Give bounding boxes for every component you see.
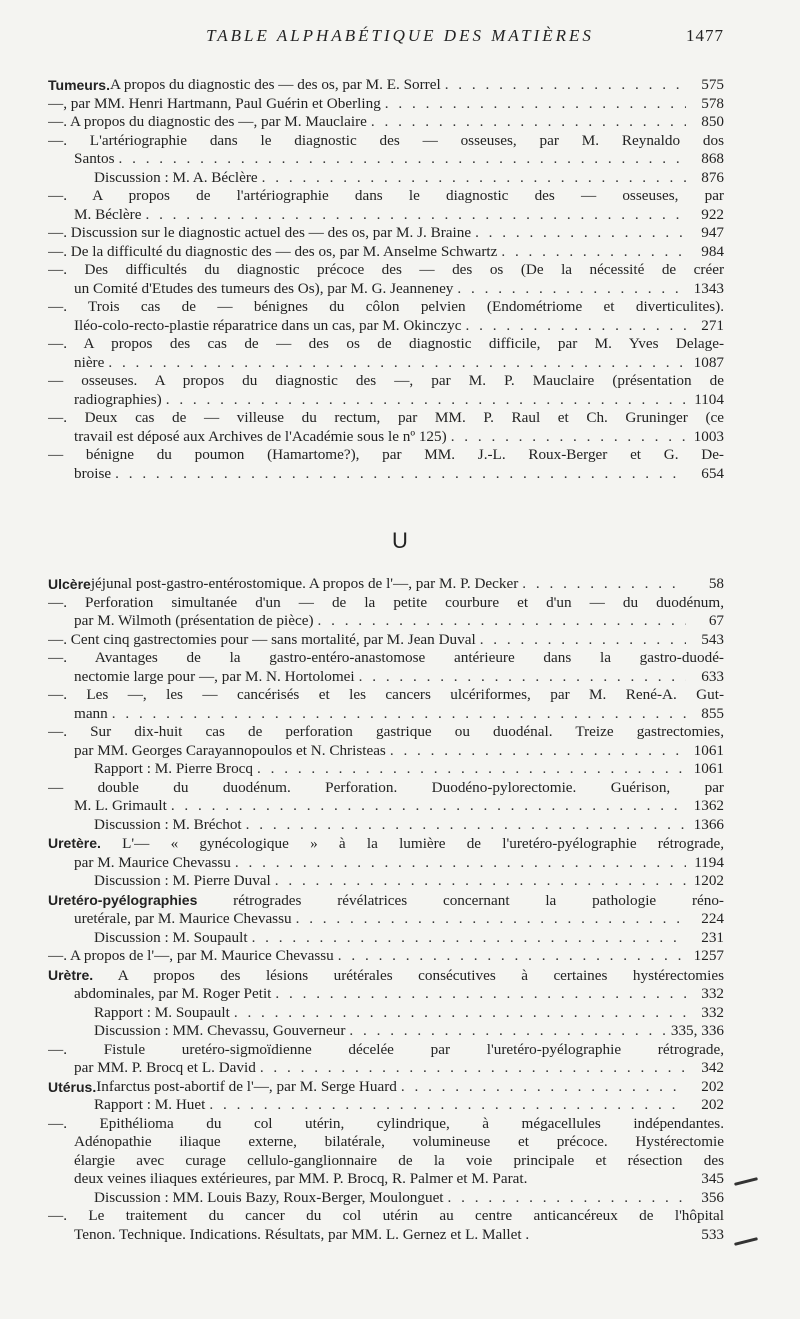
entry-text: A propos du diagnostic des — des os, par M. E. Sorrel	[109, 76, 441, 93]
entry-text: —. De la difficulté du diagnostic des — des os, par M. Anselme Schwartz	[48, 242, 498, 260]
page-reference: 1061	[693, 741, 724, 759]
entry-line	[48, 910, 724, 929]
entry-line	[48, 354, 724, 373]
entry-text: uretérale, par M. Maurice Chevassu	[74, 910, 292, 927]
entry-line	[48, 779, 724, 798]
entry-line	[48, 929, 724, 948]
page-reference: 1257	[693, 947, 724, 964]
entry-text: —. Cent cinq gastrectomies pour — sans mortalité, par M. Jean Duval	[48, 630, 476, 648]
entry-text: Discussion : MM. Chevassu, Gouverneur	[94, 1022, 346, 1039]
dot-leader	[390, 742, 686, 761]
entry-text: — double du duodénum. Perforation. Duodéno-pylorectomie. Guérison, par	[48, 778, 724, 796]
page-reference: 575	[701, 76, 724, 93]
entry-line	[48, 335, 724, 354]
entry-text: par M. Wilmoth (présentation de pièce)	[74, 612, 314, 629]
index-entry	[48, 1004, 724, 1023]
entry-line	[48, 742, 724, 761]
index-entry	[48, 575, 724, 594]
entry-text: Rapport : M. Soupault	[94, 1003, 230, 1021]
dot-leader	[522, 575, 686, 594]
entry-text: M. L. Grimault	[74, 797, 167, 814]
entry-text: par M. Maurice Chevassu	[74, 853, 231, 871]
entry-line	[48, 1226, 724, 1245]
entry-text: M. Béclère	[74, 205, 142, 223]
dot-leader	[112, 705, 686, 724]
entry-line	[48, 668, 724, 687]
index-entry	[48, 631, 724, 650]
index-entry	[48, 1078, 724, 1097]
entry-text: A propos des lésions urétérales consécutives à certaines hystérectomies	[93, 966, 724, 984]
index-entry	[48, 929, 724, 948]
dot-leader	[359, 668, 686, 687]
index-entry	[48, 113, 724, 132]
index-entry	[48, 779, 724, 816]
page-reference: 342	[701, 1059, 724, 1076]
page-reference: 578	[701, 94, 724, 112]
entry-text: —. Sur dix-huit cas de perforation gastrique ou duodénal. Treize gastrectomies,	[48, 723, 724, 740]
entry-text: Rapport : M. Huet	[94, 1096, 206, 1113]
dot-leader	[209, 1096, 686, 1115]
page-reference: 332	[701, 1003, 724, 1021]
dot-leader	[262, 169, 686, 188]
dot-leader	[260, 1059, 686, 1078]
page-reference: 231	[701, 928, 724, 946]
entry-line	[48, 947, 724, 966]
index-entry	[48, 723, 724, 760]
page-reference: 356	[701, 1188, 724, 1206]
dot-leader	[235, 854, 686, 873]
entry-text: deux veines iliaques extérieures, par MM. P. Brocq, R. Palmer et M. Parat.	[74, 1170, 528, 1187]
entry-text: Discussion : M. Pierre Duval	[94, 872, 271, 889]
dot-leader	[296, 910, 686, 929]
page-reference: 855	[701, 704, 724, 722]
entry-text: par MM. Georges Carayannopoulos et N. Christeas	[74, 741, 386, 759]
entry-line	[48, 95, 724, 114]
dot-leader	[445, 76, 686, 95]
entry-text: Tenon. Technique. Indications. Résultats, par MM. L. Gernez et L. Mallet .	[74, 1225, 530, 1243]
index-entry	[48, 1207, 724, 1244]
header-title: TABLE ALPHABÉTIQUE DES MATIÈRES	[206, 26, 594, 45]
page-reference: 202	[701, 1096, 724, 1113]
dot-leader	[318, 612, 687, 631]
entry-text: —, par MM. Henri Hartmann, Paul Guérin et Oberling	[48, 94, 381, 112]
section-u	[48, 575, 724, 1244]
page-reference: 1194	[694, 853, 724, 871]
header-page-number: 1477	[686, 26, 724, 45]
dot-leader	[275, 872, 686, 891]
entry-heading: Uretéro-pyélographies	[48, 891, 198, 908]
entry-text: —. Avantages de la gastro-entéro-anastomose antérieure dans la gastro-duodé-	[48, 649, 724, 666]
entry-text: mann	[74, 704, 108, 722]
entry-text: — bénigne du poumon (Hamartome?), par MM. J.-L. Roux-Berger et G. De-	[48, 446, 724, 463]
index-entry	[48, 947, 724, 966]
entry-line	[48, 612, 724, 631]
entry-text: —. A propos de l'—, par M. Maurice Chevassu	[48, 947, 334, 964]
entry-line	[48, 686, 724, 705]
page-reference: 1087	[693, 353, 724, 371]
entry-line	[48, 816, 724, 835]
entry-line	[48, 575, 724, 594]
entry-line	[48, 1059, 724, 1078]
entry-text: Discussion : M. A. Béclère	[94, 168, 258, 186]
entry-line	[48, 834, 724, 854]
entry-text: Santos	[74, 150, 115, 167]
index-entry	[48, 76, 724, 95]
dot-leader	[275, 985, 686, 1004]
entry-line	[48, 594, 724, 613]
entry-line	[48, 1189, 724, 1208]
entry-text: abdominales, par M. Roger Petit	[74, 985, 272, 1002]
entry-line	[48, 465, 724, 484]
page-reference: 984	[701, 242, 724, 260]
entry-text: —. Des difficultés du diagnostic précoce des — des os (De la nécessité de créer	[48, 261, 724, 278]
entry-line	[48, 1115, 724, 1134]
page-reference: 224	[701, 910, 724, 927]
entry-text: Infarctus post-abortif de l'—, par M. Serge Huard	[96, 1077, 397, 1095]
page-reference: 332	[701, 985, 724, 1002]
index-entry	[48, 816, 724, 835]
page-reference: 868	[701, 150, 724, 167]
entry-line	[48, 854, 724, 873]
index-entry	[48, 594, 724, 631]
page-header	[0, 26, 800, 56]
index-entry	[48, 891, 724, 929]
page-reference: 1343	[693, 279, 724, 297]
entry-line	[48, 966, 724, 986]
index-entry	[48, 1022, 724, 1041]
entry-line	[48, 409, 724, 428]
entry-text: —. Discussion sur le diagnostic actuel des — des os, par M. J. Braine	[48, 224, 472, 241]
page-reference: 1003	[693, 427, 724, 445]
entry-line	[48, 317, 724, 336]
entry-line	[48, 428, 724, 447]
entry-text: —. A propos des cas de — des os de diagnostic difficile, par M. Yves Delage-	[48, 335, 724, 352]
entry-line	[48, 723, 724, 742]
pencil-mark-icon	[734, 1177, 758, 1186]
page-reference: 58	[708, 575, 724, 592]
entry-line	[48, 113, 724, 132]
entry-text: broise	[74, 464, 112, 482]
page-reference: 271	[701, 316, 724, 334]
entry-line	[48, 372, 724, 391]
entry-text: un Comité d'Etudes des tumeurs des Os), par M. G. Jeanneney	[74, 279, 454, 297]
entry-line	[48, 298, 724, 317]
page-reference: 922	[701, 205, 724, 223]
page-reference: 335, 336	[670, 1022, 724, 1039]
entry-line	[48, 985, 724, 1004]
entry-line	[48, 76, 724, 95]
entry-text: Discussion : MM. Louis Bazy, Roux-Berger, Moulonguet	[94, 1188, 444, 1206]
entry-text: Adénopathie iliaque externe, bilatérale, volumineuse et précoce. Hystérectomie	[74, 1133, 724, 1150]
entry-text: —. Fistule uretéro-sigmoïdienne décelée par l'uretéro-pyélographie rétrograde,	[48, 1040, 724, 1058]
dot-leader	[119, 150, 686, 169]
page-reference: 202	[701, 1077, 724, 1095]
entry-line	[48, 446, 724, 465]
dot-leader	[466, 317, 686, 336]
page-reference: 1104	[694, 390, 724, 408]
entry-text: Discussion : M. Soupault	[94, 928, 248, 946]
dot-leader	[451, 428, 686, 447]
entry-line	[48, 1207, 724, 1226]
entry-line	[48, 224, 724, 243]
index-entry	[48, 446, 724, 483]
index-entry	[48, 224, 724, 243]
page-reference: 1362	[693, 797, 724, 814]
section-letter: U	[392, 528, 408, 553]
entry-line	[48, 760, 724, 779]
page-reference: 654	[701, 464, 724, 482]
entry-text: L'— « gynécologique » à la lumière de l'uretéro-pyélographie rétrograde,	[100, 835, 724, 852]
entry-line	[48, 206, 724, 225]
entry-line	[48, 797, 724, 816]
entry-text: Discussion : M. Bréchot	[94, 815, 242, 833]
entry-line	[48, 169, 724, 188]
page-reference: 1366	[693, 815, 724, 833]
entry-text: travail est déposé aux Archives de l'Académie sous le nº 125)	[74, 427, 447, 445]
section-tumeurs	[48, 76, 724, 483]
dot-leader	[349, 1022, 666, 1041]
entry-text: — osseuses. A propos du diagnostic des —, par M. P. Mauclaire (présentation de	[48, 372, 724, 389]
index-entry	[48, 95, 724, 114]
entry-line	[48, 891, 724, 911]
page-reference: 1202	[693, 872, 724, 889]
dot-leader	[385, 95, 686, 114]
entry-heading: Urètre.	[48, 966, 94, 983]
entry-text: nectomie large pour —, par M. N. Hortolomei	[74, 667, 355, 685]
dot-leader	[371, 113, 686, 132]
dot-leader	[252, 929, 686, 948]
index-entry	[48, 686, 724, 723]
dot-leader	[457, 280, 686, 299]
entry-line	[48, 187, 724, 206]
entry-text: par MM. P. Brocq et L. David	[74, 1059, 256, 1076]
dot-leader	[257, 760, 686, 779]
entry-line	[48, 649, 724, 668]
page-reference: 1061	[693, 760, 724, 777]
pencil-mark-icon	[734, 1237, 758, 1246]
index-entry	[48, 1115, 724, 1189]
index-entry	[48, 1041, 724, 1078]
dot-leader	[338, 947, 686, 966]
dot-leader	[115, 465, 686, 484]
entry-line	[48, 872, 724, 891]
entry-text: Iléo-colo-recto-plastie réparatrice dans un cas, par M. Okinczyc	[74, 316, 462, 334]
entry-line	[48, 280, 724, 299]
dot-leader	[475, 224, 686, 243]
entry-line	[48, 1170, 724, 1189]
entry-text: Rapport : M. Pierre Brocq	[94, 760, 254, 777]
index-entry	[48, 834, 724, 872]
index-entry	[48, 372, 724, 409]
page-reference: 533	[701, 1225, 724, 1243]
index-entry	[48, 872, 724, 891]
index-entry	[48, 132, 724, 169]
entry-text: nière	[74, 353, 105, 371]
page-reference: 876	[701, 168, 724, 186]
dot-leader	[145, 206, 686, 225]
entry-text: —. Les —, les — cancérisés et les cancers ulcériformes, par M. René-A. Gut-	[48, 686, 724, 703]
page-reference: 67	[708, 612, 724, 629]
dot-leader	[171, 797, 686, 816]
page-reference: 947	[701, 224, 724, 241]
entry-heading: Tumeurs.	[48, 77, 110, 93]
entry-text: —. A propos du diagnostic des —, par M. Mauclaire	[48, 113, 367, 130]
index-entry	[48, 298, 724, 335]
entry-text: —. Deux cas de — villeuse du rectum, par MM. P. Raul et Ch. Gruninger (ce	[48, 409, 724, 426]
index-entry	[48, 649, 724, 686]
page-reference: 543	[701, 630, 724, 648]
index-entry	[48, 187, 724, 224]
entry-line	[48, 1152, 724, 1171]
index-entry	[48, 1096, 724, 1115]
dot-leader	[108, 354, 686, 373]
entry-line	[48, 631, 724, 650]
index-entry	[48, 966, 724, 1004]
dot-leader	[480, 631, 686, 650]
index-entry	[48, 261, 724, 298]
entry-heading: Utérus.	[48, 1078, 97, 1095]
index-entry	[48, 169, 724, 188]
dot-leader	[448, 1189, 686, 1208]
entry-line	[48, 1004, 724, 1023]
entry-text: —. Perforation simultanée d'un — de la petite courbure et d'un — du duodénum,	[48, 593, 724, 611]
entry-text: —. Le traitement du cancer du col utérin au centre anticancéreux de l'hôpital	[48, 1207, 724, 1224]
page-reference: 850	[701, 113, 724, 130]
entry-line	[48, 1096, 724, 1115]
entry-text: —. L'artériographie dans le diagnostic des — osseuses, par M. Reynaldo dos	[48, 131, 724, 149]
dot-leader	[246, 816, 686, 835]
entry-line	[48, 150, 724, 169]
entry-line	[48, 243, 724, 262]
entry-line	[48, 391, 724, 410]
page-reference: 345	[701, 1170, 724, 1187]
entry-line	[48, 1022, 724, 1041]
entry-line	[48, 1133, 724, 1152]
dot-leader	[234, 1004, 686, 1023]
entry-text: jéjunal post-gastro-entérostomique. A propos de l'—, par M. P. Decker	[90, 575, 519, 592]
entry-heading: Uretère.	[48, 835, 101, 851]
entry-text: —. Epithélioma du col utérin, cylindrique, à mégacellules indépendantes.	[48, 1114, 724, 1132]
entry-text: rétrogrades révélatrices concernant la pathologie réno-	[197, 891, 724, 909]
entry-text: élargie avec curage cellulo-ganglionnaire de la voie principale et résection des	[74, 1151, 724, 1169]
entry-line	[48, 705, 724, 724]
entry-line	[48, 1078, 724, 1097]
index-entry	[48, 243, 724, 262]
entry-line	[48, 1041, 724, 1060]
dot-leader	[166, 391, 686, 410]
entry-text: —. Trois cas de — bénignes du côlon pelvien (Endométriome et diverticulites).	[48, 298, 724, 315]
entry-text: radiographies)	[74, 390, 162, 408]
dot-leader	[501, 243, 686, 262]
entry-text: —. A propos de l'artériographie dans le diagnostic des — osseuses, par	[48, 187, 724, 204]
entry-line	[48, 261, 724, 280]
entry-heading: Ulcère	[48, 576, 91, 592]
entry-line	[48, 132, 724, 151]
index-entry	[48, 335, 724, 372]
dot-leader	[401, 1078, 686, 1097]
index-entry	[48, 1189, 724, 1208]
page-reference: 633	[701, 667, 724, 685]
index-entry	[48, 760, 724, 779]
index-entry	[48, 409, 724, 446]
